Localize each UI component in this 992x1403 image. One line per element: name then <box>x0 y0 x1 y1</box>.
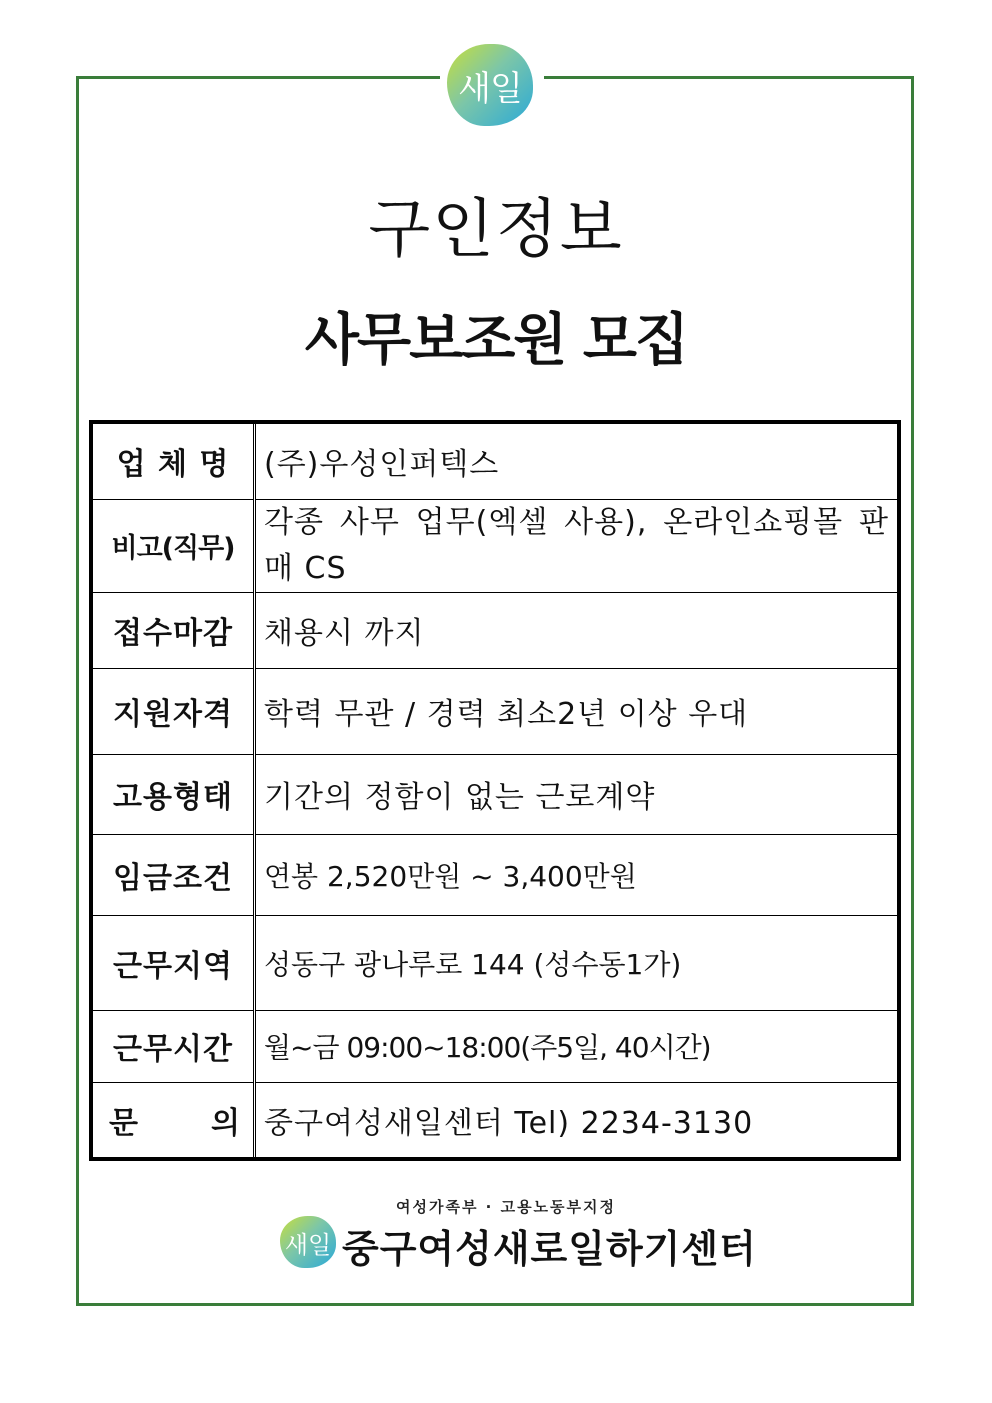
row-label: 비고(직무) <box>91 499 255 592</box>
row-value: 학력 무관 / 경력 최소2년 이상 우대 <box>255 668 900 754</box>
label-char: 문 <box>109 1105 139 1141</box>
row-label: 업 체 명 <box>91 422 255 499</box>
row-label: 지원자격 <box>91 668 255 754</box>
footer-logo-text: 새일 <box>284 1230 332 1259</box>
row-value: 성동구 광나루로 144 (성수동1가) <box>255 915 900 1010</box>
table-row <box>91 499 899 592</box>
row-label: 근무시간 <box>91 1010 255 1082</box>
row-value: 중구여성새일센터 Tel) 2234-3130 <box>255 1082 900 1159</box>
page-title: 구인정보 <box>368 193 624 267</box>
row-label: 근무지역 <box>91 915 255 1010</box>
row-label: 고용형태 <box>91 754 255 834</box>
row-value: 각종 사무 업무(엑셀 사용), 온라인쇼핑몰 판매 CS <box>255 499 900 592</box>
table-row <box>91 754 899 834</box>
table-row <box>91 422 899 499</box>
saeil-logo <box>447 44 533 126</box>
center-name: 중구여성새로일하기센터 <box>342 1227 757 1271</box>
saeil-logo-text: 새일 <box>458 68 522 109</box>
row-label: 임금조건 <box>91 834 255 915</box>
label-char: 의 <box>211 1105 241 1141</box>
row-value: 연봉 2,520만원 ~ 3,400만원 <box>255 834 900 915</box>
row-value: 채용시 까지 <box>255 592 900 668</box>
row-label: 접수마감 <box>91 592 255 668</box>
row-value: 기간의 정함이 없는 근로계약 <box>255 754 900 834</box>
table-row <box>91 834 899 915</box>
row-value: (주)우성인퍼텍스 <box>255 422 900 499</box>
table-row <box>91 915 899 1010</box>
job-info-table <box>89 420 901 1161</box>
table-row <box>91 592 899 668</box>
table-row <box>91 1082 899 1159</box>
footer-saeil-logo <box>280 1216 336 1268</box>
job-title: 사무보조원 모집 <box>304 308 688 373</box>
row-label <box>91 1082 255 1159</box>
ministry-designation: 여성가족부 · 고용노동부지정 <box>395 1198 617 1216</box>
table-row <box>91 668 899 754</box>
row-value: 월~금 09:00~18:00(주5일, 40시간) <box>255 1010 900 1082</box>
table-row <box>91 1010 899 1082</box>
